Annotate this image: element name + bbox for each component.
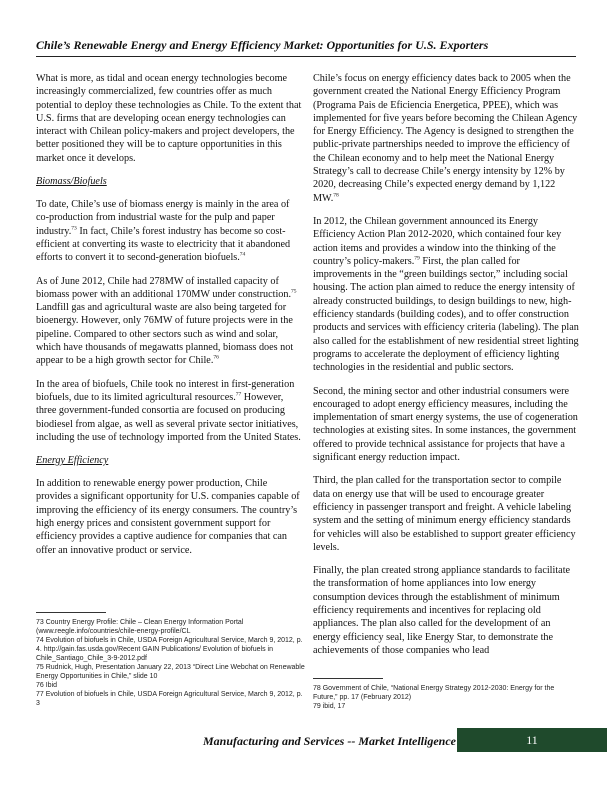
footnote-73: 73 Country Energy Profile: Chile – Clean Energy Information Portal (www.reegle.info/countries/chile-energy-profile/CL bbox=[36, 619, 244, 635]
footnote-77: 77 Evolution of biofuels in Chile, USDA Foreign Agricultural Service, March 9, 2012, p. 3 bbox=[36, 691, 303, 707]
footnote-ref-76[interactable]: 76 bbox=[213, 354, 219, 361]
footnotes-left bbox=[36, 618, 306, 708]
paragraph-action-plan: In 2012, the Chilean government announced its Energy Efficiency Action Plan 2012-2020, which contained four key action items and provides a window into the thinking of the country’s policy-makers.$^{79}$ First, the plan called for improvements in the “green buildings sector,” including social housing. The action plan aimed to reduce the energy intensity of already constructed buildings, to design buildings to new, high-efficiency standards (building codes), and to offer construction products and services with efficiency criteria (labeling). The plan also called for the establishment of new residential street lighting programs to accelerate the deployment of efficiency lighting technologies in the residential and public sectors. bbox=[313, 215, 579, 374]
footer-title: Manufacturing and Services -- Market Intelligence bbox=[202, 734, 456, 748]
footnote-divider-left bbox=[36, 612, 106, 613]
paragraph-ppee-history: Chile’s focus on energy efficiency dates back to 2005 when the government created the National Energy Efficiency Program (Programa Pais de Eficiencia Energetica, PPEE), which was implemented for five years before becoming the Chilean Agency for Energy Efficiency. The Agency is designed to strengthen the public-private partnerships needed to improve the efficiency of the Chilean economy and to help meet the National Energy Strategy’s call to decrease Chile’s energy intensity by 12% by 2020, decreasing Chile’s expected energy demand by 1,122 MW.$^{78}$ bbox=[313, 73, 578, 204]
footnotes-right bbox=[313, 684, 578, 711]
footnote-76: 76 Ibid bbox=[36, 682, 58, 689]
footnote-ref-78[interactable]: 78 bbox=[333, 192, 339, 199]
footnote-75: 75 Rudnick, Hugh, Presentation January 22, 2013 “Direct Line Webchat on Renewable Energy Opportunities in Chile,” slide 10 bbox=[36, 664, 305, 680]
paragraph-transportation: Third, the plan called for the transportation sector to compile data on energy use that will be used to encourage greater efficiency in passenger transport and freight. A vehicle labeling system and the setting of minimum energy efficiency standards for vehicles will also be established to support greater efficiency levels. bbox=[313, 475, 576, 553]
page-header-title: Chile’s Renewable Energy and Energy Efficiency Market: Opportunities for U.S. Exporters bbox=[36, 38, 489, 52]
paragraph-biofuels: In the area of biofuels, Chile took no interest in first-generation biofuels, due to its limited agricultural resources.$^{77}$ However, three government-funded consortia are focused on producing biodiesel from algae, as well as several private sector initiatives, including the use of technology imported from the United States. bbox=[36, 378, 301, 443]
page-number-badge: 11 bbox=[457, 728, 607, 752]
heading-energy-efficiency: Energy Efficiency bbox=[36, 455, 109, 467]
heading-biomass-biofuels: Biomass/Biofuels bbox=[36, 176, 107, 188]
paragraph-mining-sector: Second, the mining sector and other industrial consumers were encouraged to adopt energy efficiency measures, including the implementation of smart energy systems, the use of cogeneration technologies at existing sites. In some instances, the government offered to provide technical assistance for projects that have a significant energy reduction impact. bbox=[313, 385, 578, 464]
paragraph-biomass-use: To date, Chile’s use of biomass energy is mainly in the area of co-production from industrial waste for the pulp and paper industry.$^{73}$ In fact, Chile’s forest industry has become so cost-efficient at converting its waste to electricity that it abandoned efforts to convert it to second-generation biofuels.$^{74}$ bbox=[36, 199, 291, 264]
paragraph-ocean-energy: What is more, as tidal and ocean energy technologies become increasingly commercialized, few countries offer as much potential to deploy these technologies as Chile. To the extent that U.S. firms that are developing ocean energy technologies can interact with Chilean policy-makers and project developers, the better positioned they will be to capture opportunities in this market once it develops. bbox=[36, 73, 302, 164]
paragraph-appliances: Finally, the plan created strong appliance standards to facilitate the transformation of home appliances into low energy consumption devices through the establishment of minimum efficiency requirements and incentives for replacing old appliances. The plan also called for the development of an energy efficiency seal, like Energy Star, to demonstrate the achievements of those companies who lead bbox=[313, 565, 571, 656]
footnote-ref-77[interactable]: 77 bbox=[235, 391, 242, 398]
right-column bbox=[313, 72, 580, 667]
footnote-ref-79[interactable]: 79 bbox=[414, 255, 420, 262]
footnote-79: 79 ibid, 17 bbox=[313, 703, 346, 710]
left-column bbox=[36, 72, 303, 567]
footnote-divider-right bbox=[313, 678, 383, 679]
footnote-74: 74 Evolution of biofuels in Chile, USDA Foreign Agricultural Service, March 9, 2012, p. 4. http://gain.fas.usda.gov/Recent GAIN Publications/ Evolution of biofuels in Chile_Santiago_Chile_3-9-2012.pdf bbox=[36, 637, 303, 662]
footnote-78: 78 Government of Chile, “National Energy Strategy 2012-2030: Energy for the Future,” pp. 17 (February 2012) bbox=[313, 685, 555, 701]
footnote-ref-75[interactable]: 75 bbox=[291, 288, 297, 295]
footnote-ref-73[interactable]: 73 bbox=[71, 225, 77, 232]
header-divider bbox=[36, 56, 576, 57]
paragraph-efficiency-opportunity: In addition to renewable energy power production, Chile provides a significant opportunity for U.S. companies capable of improving the efficiency of its energy consumers. The country’s high energy prices and consistent government support for efficiency provides a captive audience for companies that can offer an innovative product or service. bbox=[36, 478, 300, 556]
footnote-ref-74[interactable]: 74 bbox=[239, 251, 246, 258]
paragraph-biomass-capacity: As of June 2012, Chile had 278MW of installed capacity of biomass power with an additional 170MW under construction.$^{75}$ Landfill gas and agricultural waste are also being targeted for bioenergy. However, only 76MW of future projects were in the pipeline. Compared to other sectors such as wind and solar, which have thousands of megawatts planned, biomass does not appear to be a high growth sector for Chile.$^{76}$ bbox=[36, 275, 297, 367]
